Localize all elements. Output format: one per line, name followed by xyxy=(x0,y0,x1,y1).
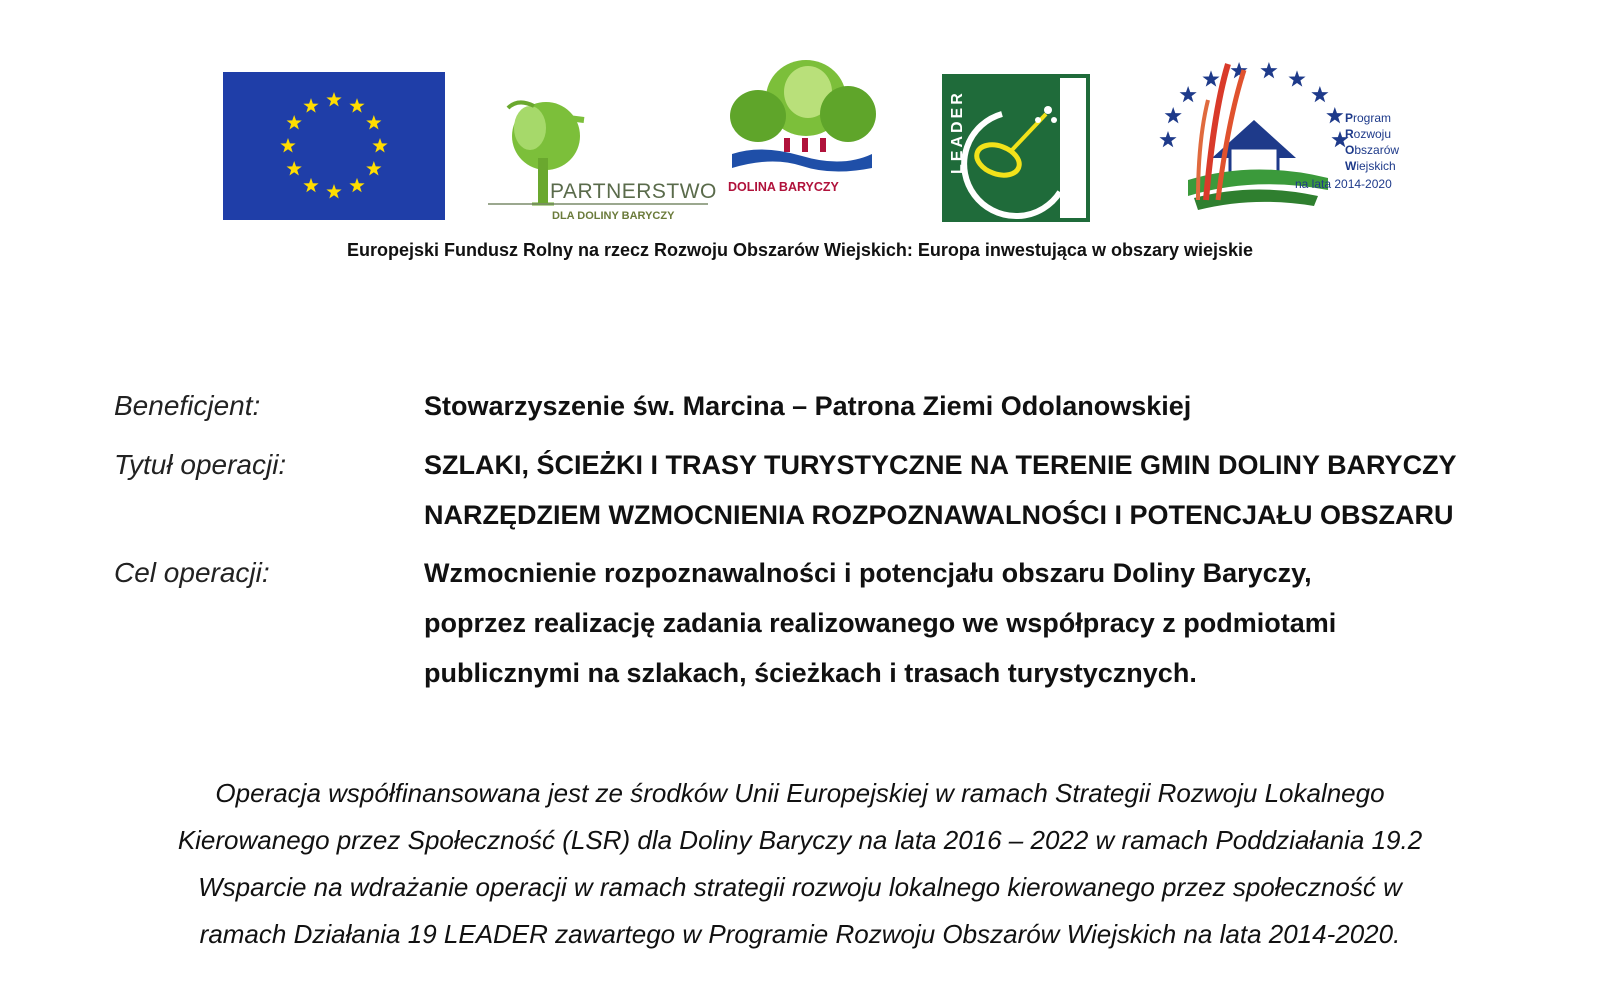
partnerstwo-tree-logo xyxy=(488,98,708,226)
leader-logo xyxy=(942,74,1090,222)
cel-label: Cel operacji: xyxy=(114,557,270,588)
prow-star-icon xyxy=(1260,62,1277,78)
tytul-label: Tytuł operacji: xyxy=(114,449,287,480)
prow-line-wiejskich: Wiejskich xyxy=(1345,159,1396,173)
prow-star-icon xyxy=(1165,107,1182,123)
cofinancing-note xyxy=(80,770,1520,958)
prow-line-rozwoju: Rozwoju xyxy=(1345,127,1392,141)
prow-star-icon xyxy=(1288,70,1305,86)
prow-star-icon xyxy=(1231,62,1248,78)
cel-line-3: publicznymi na szlakach, ścieżkach i trasach turystycznych. xyxy=(424,658,1197,688)
cel-line-1: Wzmocnienie rozpoznawalności i potencjału obszaru Doliny Baryczy, xyxy=(424,558,1312,588)
prow-line-program: Program xyxy=(1345,111,1392,125)
prow-star-icon xyxy=(1159,131,1176,147)
footer-line-2: Kierowanego przez Społeczność (LSR) dla Doliny Baryczy na lata 2016 – 2022 w ramach Poddziałania 19.2 xyxy=(177,825,1423,855)
footer-line-1: Operacja współfinansowana jest ze środków Unii Europejskiej w ramach Strategii Rozwoju Lokalnego xyxy=(215,778,1385,808)
tytul-line-1: SZLAKI, ŚCIEŻKI I TRASY TURYSTYCZNE NA TERENIE GMIN DOLINY BARYCZY xyxy=(424,450,1457,480)
partnerstwo-caption: PARTNERSTWO xyxy=(550,180,717,203)
dolina-baryczy-caption: DOLINA BARYCZY xyxy=(728,180,839,194)
beneficjent-label: Beneficjent: xyxy=(114,390,261,421)
beneficjent-value: Stowarzyszenie św. Marcina – Patrona Ziemi Odolanowskiej xyxy=(424,391,1192,421)
fund-line: Europejski Fundusz Rolny na rzecz Rozwoju Obszarów Wiejskich: Europa inwestująca w obszary wiejskie xyxy=(346,240,1254,260)
prow-star-icon xyxy=(1180,86,1197,102)
leader-logo-text: LEADER xyxy=(949,90,966,174)
prow-star-icon xyxy=(1311,86,1328,102)
prow-line-obszarow: Obszarów xyxy=(1345,143,1400,157)
footer-line-3: Wsparcie na wdrażanie operacji w ramach strategii rozwoju lokalnego kierowanego przez społeczność w xyxy=(198,872,1402,902)
tytul-line-2: NARZĘDZIEM WZMOCNIENIA ROZPOZNAWALNOŚCI I POTENCJAŁU OBSZARU xyxy=(424,500,1454,530)
cel-value xyxy=(424,548,1524,698)
cel-line-2: poprzez realizację zadania realizowanego we współpracy z podmiotami xyxy=(424,608,1337,638)
prow-years: na lata 2014-2020 xyxy=(1295,177,1392,191)
partnerstwo-subcaption: DLA DOLINY BARYCZY xyxy=(552,210,675,222)
prow-star-icon xyxy=(1202,70,1219,86)
eu-flag-logo xyxy=(223,72,445,220)
prow-star-icon xyxy=(1326,107,1343,123)
tytul-value xyxy=(424,440,1524,540)
footer-line-4: ramach Działania 19 LEADER zawartego w Programie Rozwoju Obszarów Wiejskich na lata 2014-2020. xyxy=(199,919,1401,949)
prow-logo-text xyxy=(1295,110,1400,192)
logo-bar xyxy=(0,0,1600,240)
